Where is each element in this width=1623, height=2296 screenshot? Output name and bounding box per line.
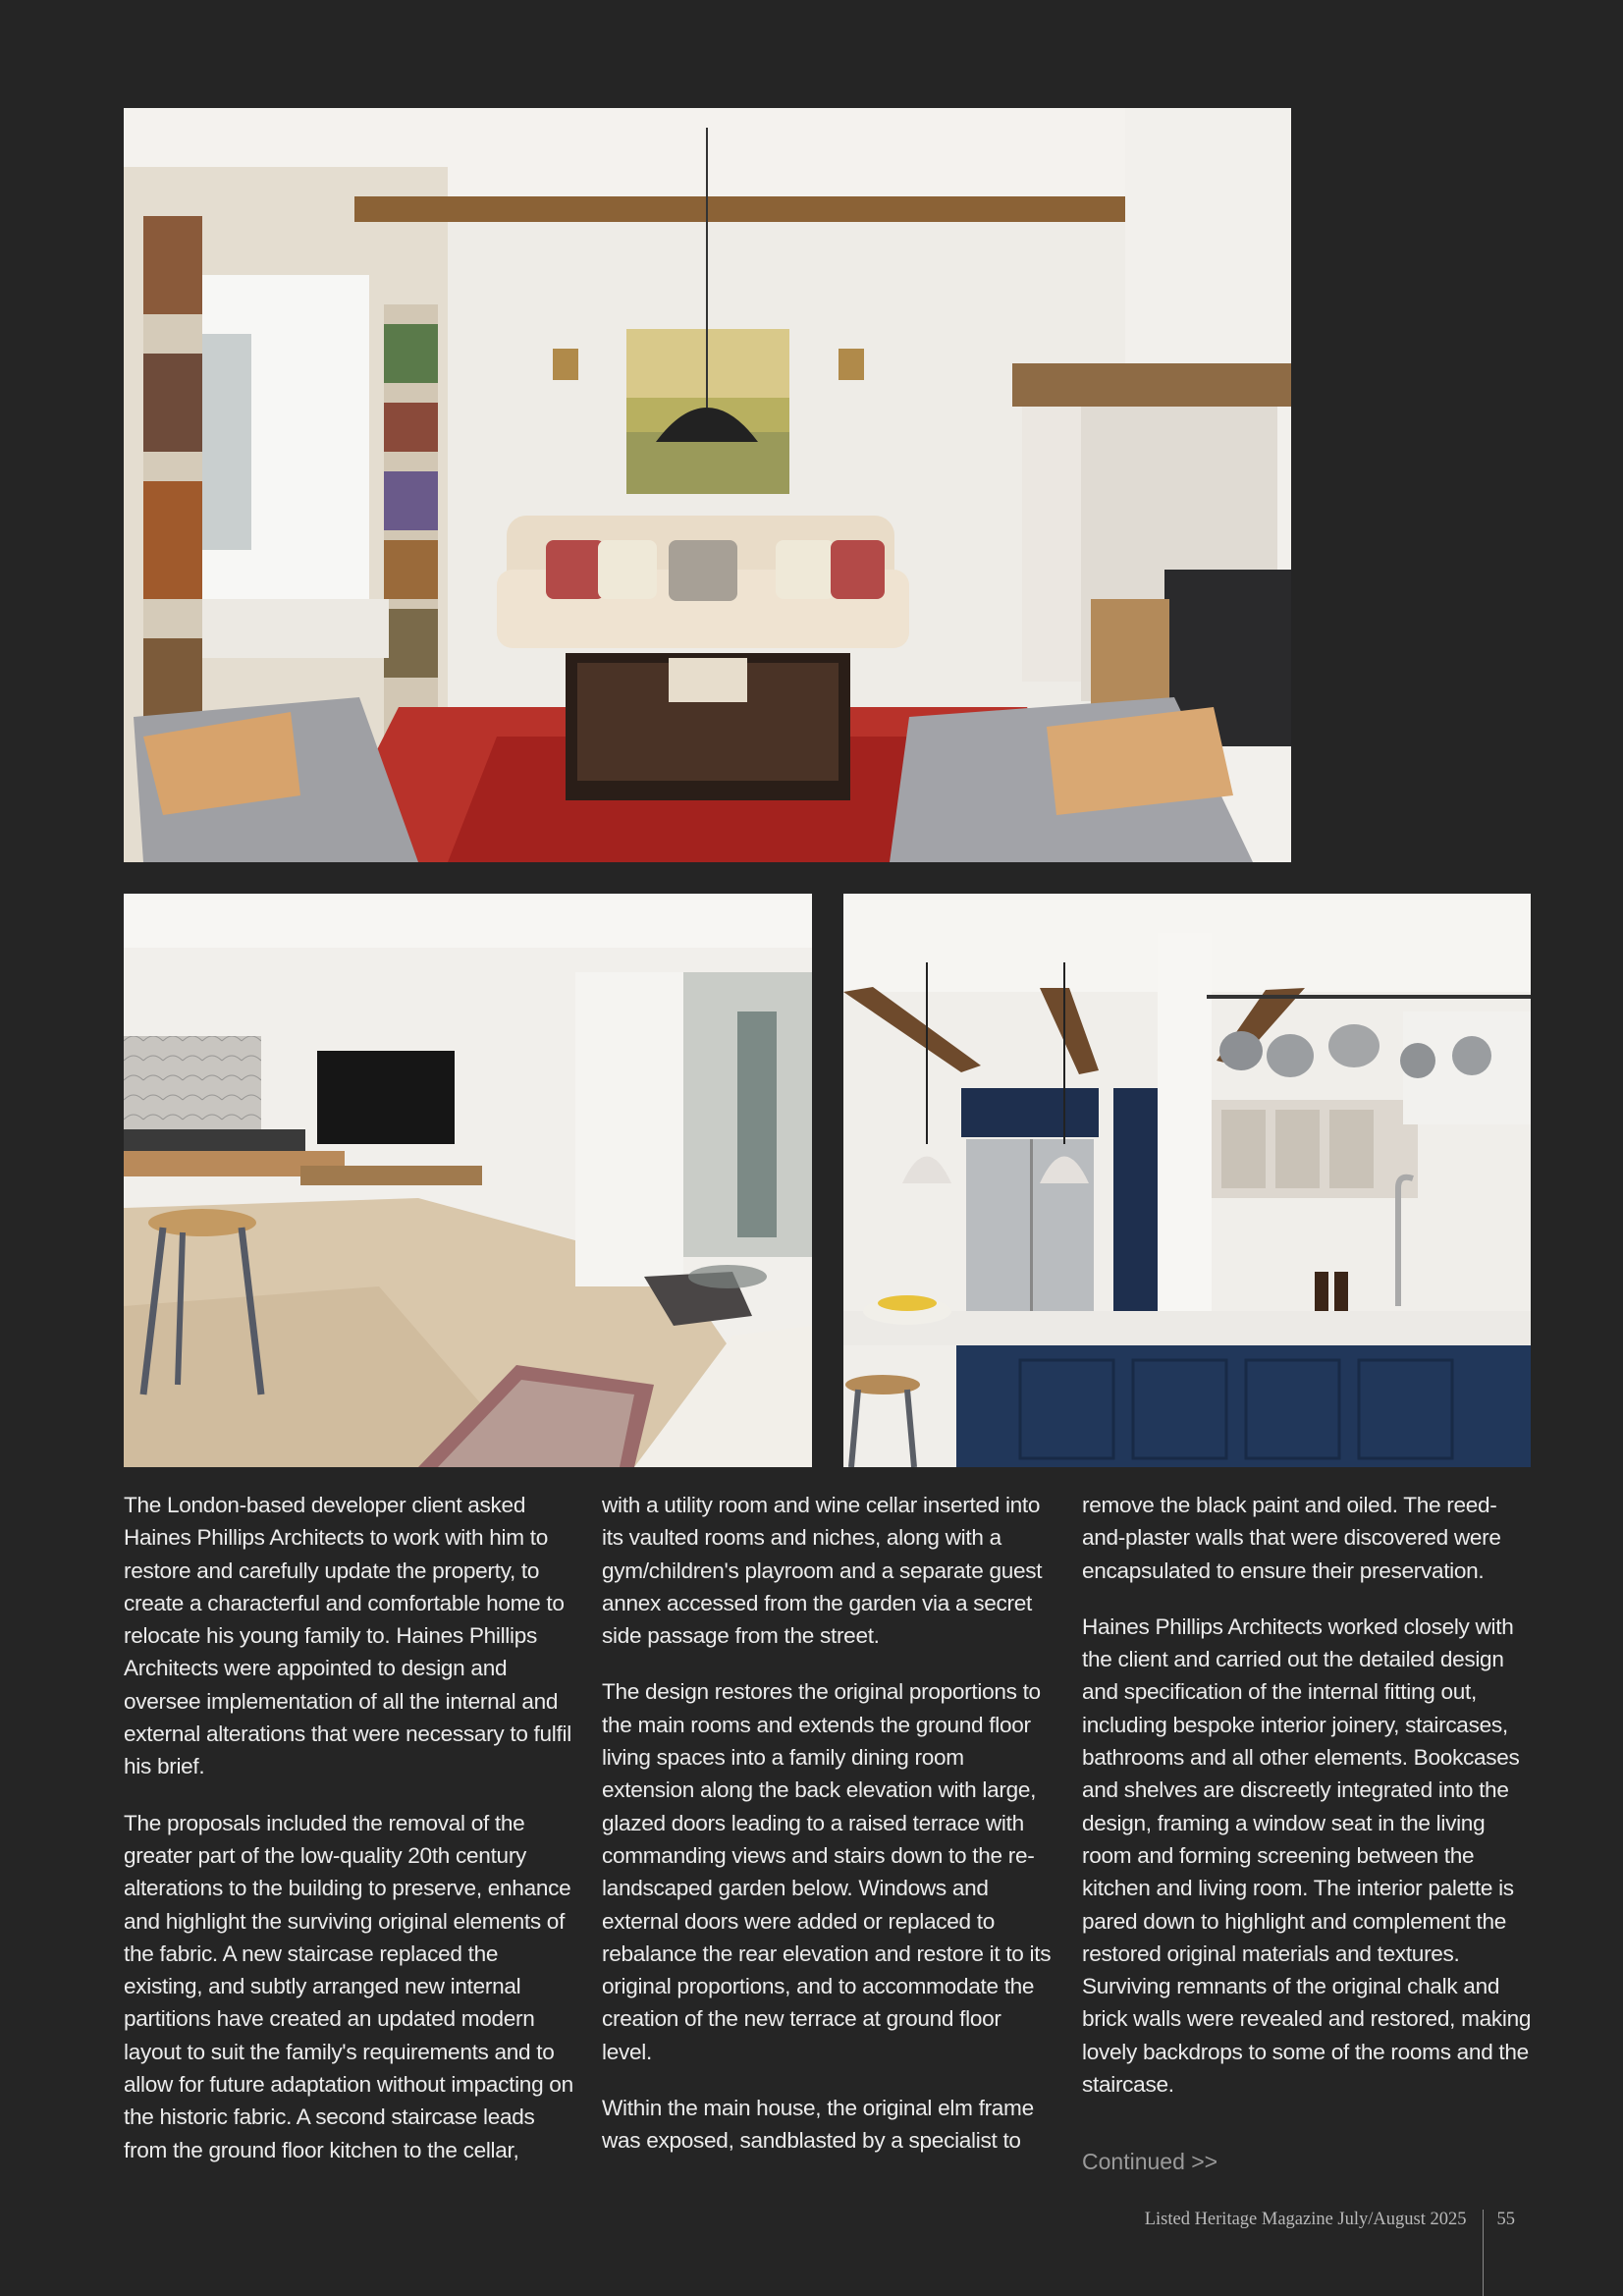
paragraph: with a utility room and wine cellar inserted into its vaulted rooms and niches, along with a gym/children's playroom and a separate guest annex accessed from the garden via a secret side passage from the street.: [602, 1493, 1043, 1649]
paragraph: The London-based developer client asked Haines Phillips Architects to work with him to restore and carefully update the property, to create a characterful and comfortable home to relocate his young family to. Haines Phillips Architects were appointed to design and oversee implementation of all the internal and external alterations that were necessary to fulfil his brief.: [124, 1493, 571, 1779]
hallway-room-photo: [124, 894, 812, 1467]
paragraph: Haines Phillips Architects worked closely with the client and carried out the detailed design and specification of the internal fitting out, including bespoke interior joinery, staircases, bathrooms and all other elements. Bookcases and shelves are discreetly integrated into the design, framing a window seat in the living room and forming screening between the kitchen and living room. The interior palette is pared down to highlight and complement the restored original materials and textures. Surviving remnants of the original chalk and brick walls were revealed and restored, making lovely backdrops to some of the rooms and the staircase.: [1082, 1613, 1532, 2098]
kitchen-photo: [843, 894, 1531, 1467]
paragraph: The proposals included the removal of the greater part of the low-quality 20th century alterations to the building to preserve, enhance and highlight the surviving original elements of the fabric. A new staircase replaced the existing, and subtly arranged new internal partitions have created an updated modern layout to suit the family's requirements and to allow for future adaptation without impacting on the historic fabric. A second staircase leads from the ground floor kitchen to the cellar,: [124, 1810, 573, 2162]
paragraph: Within the main house, the original elm frame was exposed, sandblasted by a specialist to: [602, 2096, 1034, 2154]
page-footer: [1145, 2210, 1515, 2296]
text-column-1: [124, 1489, 575, 2190]
living-room-photo: [124, 108, 1291, 862]
text-column-3: [1082, 1489, 1534, 2124]
paragraph: The design restores the original proportions to the main rooms and extends the ground floor living spaces into a family dining room extension along the back elevation with large, glazed doors leading to a raised terrace with commanding views and stairs down to the re-landscaped garden below. Windows and external doors were added or replaced to rebalance the rear elevation and restore it to its original proportions, and to accommodate the creation of the new terrace at ground floor level.: [602, 1679, 1052, 2064]
text-column-2: [602, 1489, 1054, 2181]
page-number: 55: [1496, 2210, 1515, 2229]
continued-link[interactable]: Continued >>: [1082, 2149, 1218, 2174]
publication-name: Listed Heritage Magazine July/August 2025: [1144, 2210, 1467, 2229]
paragraph: remove the black paint and oiled. The reed-and-plaster walls that were discovered were encapsulated to ensure their preservation.: [1082, 1493, 1501, 1583]
footer-divider: [1483, 2210, 1484, 2296]
